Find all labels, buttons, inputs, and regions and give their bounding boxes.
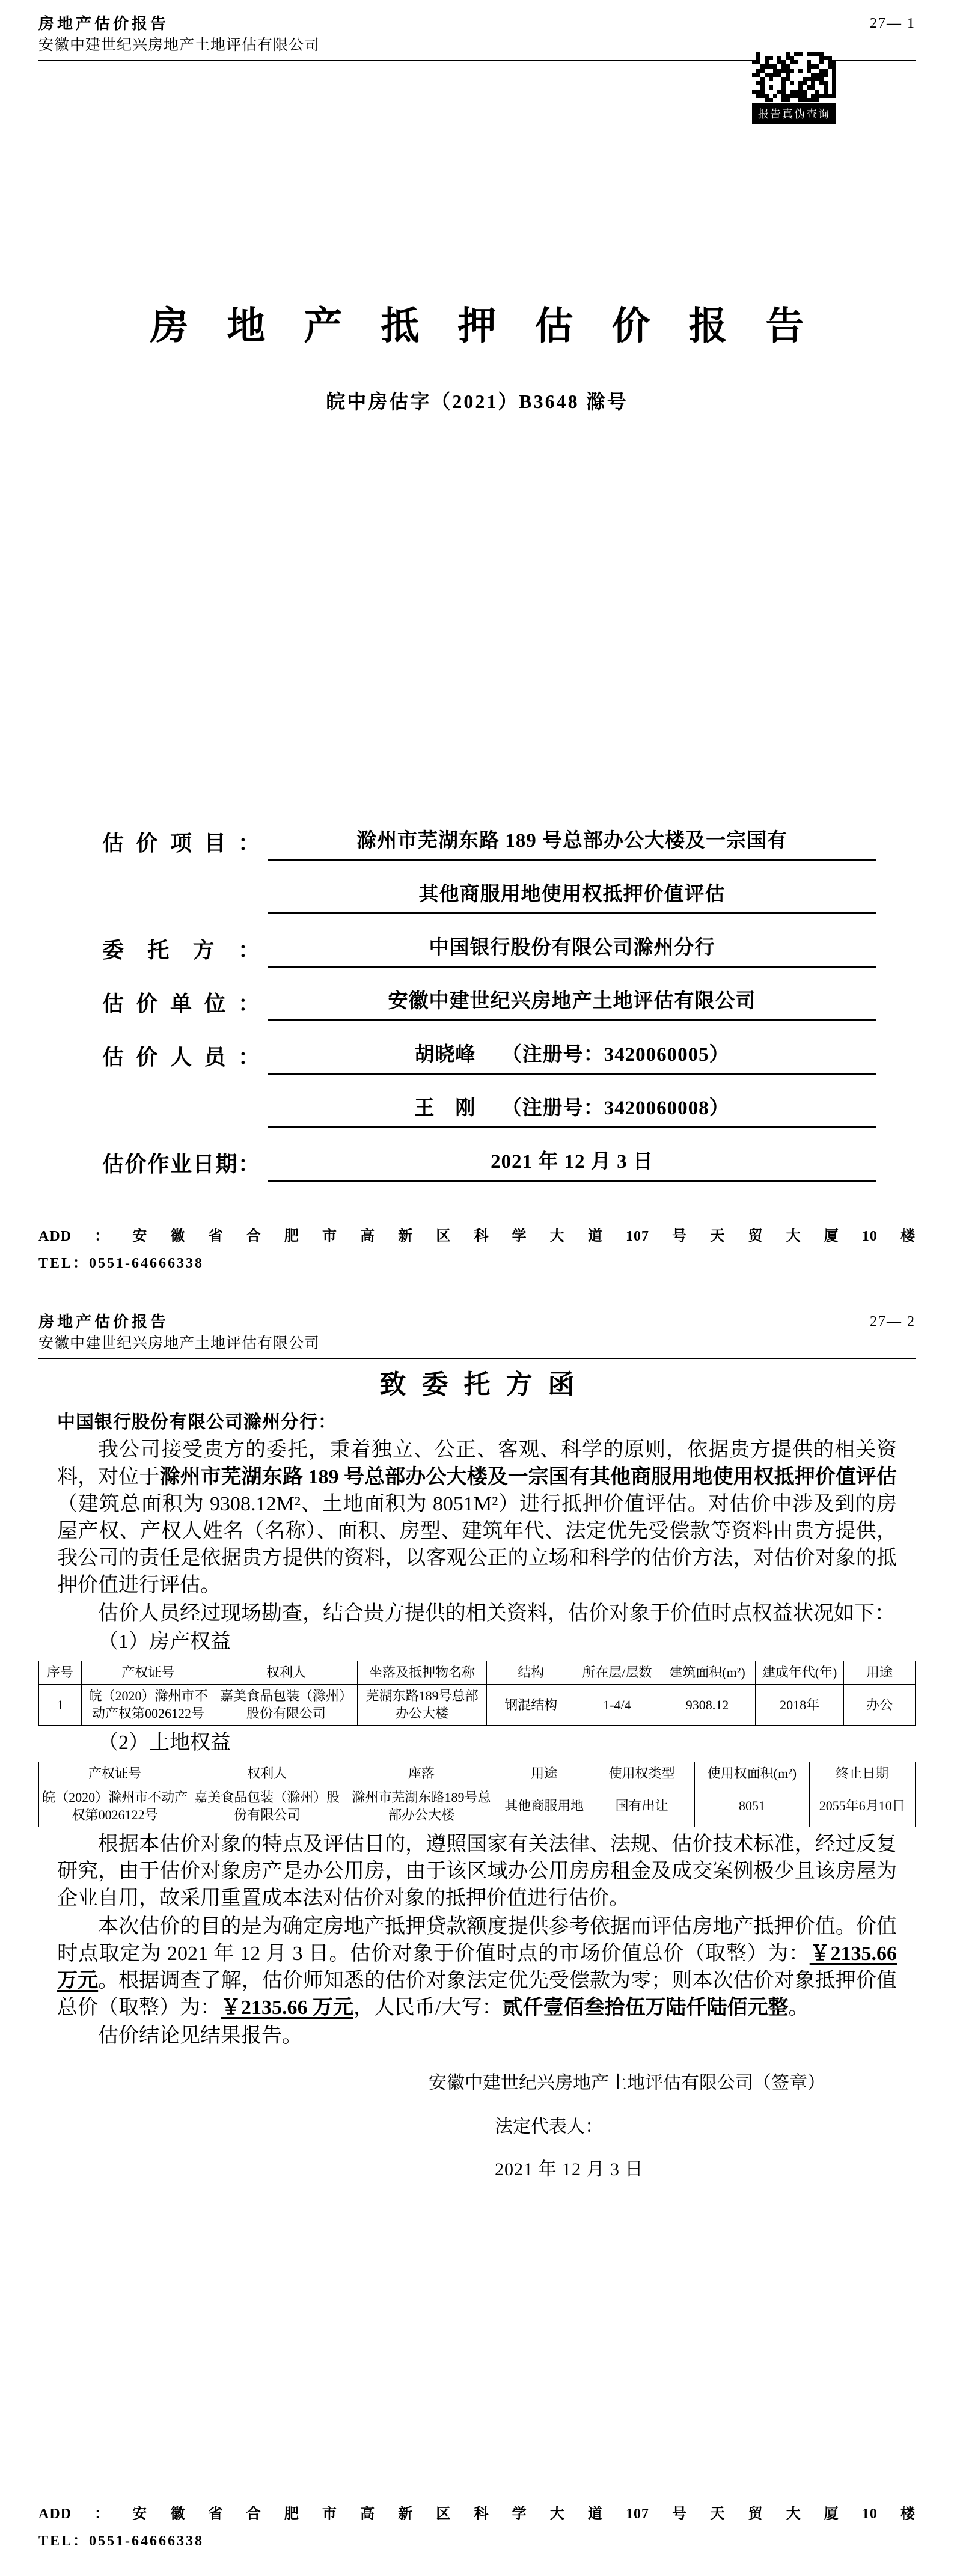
table-cell: 其他商服用地 — [500, 1786, 589, 1827]
field-label-agency: 估价单位： — [102, 992, 260, 1016]
text-run-bold: 滁州市芜湖东路 189 号总部办公大楼及一宗国有其他商服用地使用权抵押价值评估 — [159, 1465, 897, 1488]
page-footer — [38, 1224, 916, 1272]
text-run: 本次估价的目的是为确定房地产抵押贷款额度提供参考依据而评估房地产抵押价值。价值时点取定为 2021 年 12 月 3 日。估价对象于价值时点的市场价值总价（取整）为： — [57, 1915, 897, 1965]
mortgage-value: ￥2135.66 万元 — [221, 1997, 353, 2019]
field-label-project: 估价项目： — [102, 831, 260, 856]
table-header-cell: 权利人 — [191, 1762, 343, 1786]
table-header-cell: 建筑面积(m²) — [659, 1661, 755, 1685]
report-doc-number: 皖中房估字（2021）B3648 滁号 — [326, 391, 628, 413]
table-cell: 2018年 — [756, 1685, 844, 1726]
field-label-date: 估价作业日期： — [102, 1152, 260, 1177]
property-rights-table — [38, 1661, 916, 1726]
land-rights-table — [38, 1762, 916, 1827]
page-header-left — [38, 1313, 320, 1353]
field-label-blank — [102, 1125, 260, 1128]
table-header-cell: 所在层/层数 — [575, 1661, 659, 1685]
table-cell: 国有出让 — [589, 1786, 694, 1827]
table-cell: 9308.12 — [659, 1685, 755, 1726]
page-number: 27— 2 — [870, 1314, 916, 1329]
field-row-client — [102, 936, 876, 968]
section-title-property-rights: （1）房产权益 — [98, 1630, 231, 1653]
table-header-cell: 座落 — [343, 1762, 500, 1786]
qr-code — [752, 52, 836, 102]
table-header-cell: 终止日期 — [809, 1762, 915, 1786]
field-row-project-2 — [102, 882, 876, 914]
qr-block — [752, 52, 836, 124]
letter-paragraph-3: 根据本估价对象的特点及评估目的，遵照国家有关法律、法规、估价技术标准，经过反复研究，由于估价对象房产是办公用房，由于该区域办公用房房租金及成交案例极少且该房屋为企业自用，故采用重置成本法对估价对象的抵押价值进行估价。 — [57, 1833, 897, 1910]
table-cell: 8051 — [695, 1786, 809, 1827]
table-cell: 钢混结构 — [487, 1685, 575, 1726]
field-value-staff-1: 胡晓峰 （注册号：3420060005） — [268, 1043, 876, 1075]
table-header-cell: 用途 — [843, 1661, 915, 1685]
field-row-agency — [102, 989, 876, 1021]
page-2-letter — [0, 1298, 954, 2576]
table-cell: 芜湖东路189号总部办公大楼 — [357, 1685, 487, 1726]
header-company-name: 安徽中建世纪兴房地产土地评估有限公司 — [38, 37, 320, 53]
header-company-name: 安徽中建世纪兴房地产土地评估有限公司 — [38, 1335, 320, 1352]
footer-telephone: TEL：0551-64666338 — [38, 1256, 204, 1271]
amount-in-words: 贰仟壹佰叁拾伍万陆仟陆佰元整 — [502, 1997, 789, 2019]
table-row — [39, 1685, 916, 1726]
table-cell: 嘉美食品包装（滁州）股份有限公司 — [191, 1786, 343, 1827]
field-row-staff-1 — [102, 1043, 876, 1075]
field-value-agency: 安徽中建世纪兴房地产土地评估有限公司 — [268, 989, 876, 1021]
page-footer — [38, 2501, 916, 2550]
table-cell: 滁州市芜湖东路189号总部办公大楼 — [343, 1786, 500, 1827]
table-cell: 办公 — [843, 1685, 915, 1726]
field-value-client: 中国银行股份有限公司滁州分行 — [268, 936, 876, 968]
field-value-staff-2: 王 刚 （注册号：3420060008） — [268, 1096, 876, 1128]
page-number: 27— 1 — [870, 16, 916, 31]
text-run: 我公司接受贵方的委托，秉着独立、公正、客观、科学的原则，依据贵方提供的相关资料，对位于 — [57, 1438, 897, 1488]
signature-block — [429, 2071, 825, 2181]
letter-paragraph-2: 估价人员经过现场勘查，结合贵方提供的相关资料，估价对象于价值时点权益状况如下： — [98, 1602, 895, 1625]
letter-title: 致委托方函 — [379, 1369, 590, 1399]
text-run: ，人民币/大写： — [353, 1997, 503, 2019]
header-doc-type: 房地产估价报告 — [38, 15, 170, 32]
field-row-project — [102, 829, 876, 861]
table-header-row — [39, 1762, 916, 1786]
letter-paragraph-1 — [57, 1436, 897, 1599]
table-header-row — [39, 1661, 916, 1685]
letter-addressee: 中国银行股份有限公司滁州分行： — [57, 1412, 337, 1432]
text-run: （建筑总面积为 9308.12M²、土地面积为 8051M²）进行抵押价值评估。对估价中涉及到的房屋产权、产权人姓名（名称）、面积、房型、建筑年代、法定优先受偿款等资料由贵方提供，我公司的责任是依据贵方提供的资料，以客观公正的立场和科学的估价方法，对估价对象的抵押价值进行评估。 — [57, 1492, 897, 1596]
table-row — [39, 1786, 916, 1827]
page-header-left — [38, 14, 320, 55]
table-header-cell: 使用权类型 — [589, 1762, 694, 1786]
report-title: 房地产抵押估价报告 — [150, 304, 843, 347]
field-value-project-line1: 滁州市芜湖东路 189 号总部办公大楼及一宗国有 — [268, 829, 876, 861]
text-run: 。根据调查了解，估价师知悉的估价对象法定优先受偿款为零；则本次估价对象抵押价值总价（取整）为： — [57, 1970, 897, 2019]
table-header-cell: 坐落及抵押物名称 — [357, 1661, 487, 1685]
appraised-value-primary: ￥2135.66 万元 — [57, 1943, 897, 1992]
field-value-project-line2: 其他商服用地使用权抵押价值评估 — [268, 882, 876, 914]
table-cell: 2055年6月10日 — [809, 1786, 915, 1827]
page-header — [38, 1313, 916, 1359]
field-label-blank — [102, 911, 260, 914]
table-cell: 1-4/4 — [575, 1685, 659, 1726]
table-header-cell: 建成年代(年) — [756, 1661, 844, 1685]
table-cell: 1 — [39, 1685, 82, 1726]
table-header-cell: 权利人 — [215, 1661, 357, 1685]
field-label-client: 委托方： — [102, 938, 260, 963]
field-row-date — [102, 1150, 876, 1182]
table-header-cell: 序号 — [39, 1661, 82, 1685]
qr-label: 报告真伪查询 — [752, 103, 836, 124]
signature-company: 安徽中建世纪兴房地产土地评估有限公司（签章） — [429, 2073, 825, 2093]
table-header-cell: 产权证号 — [81, 1661, 215, 1685]
text-run: 。 — [788, 1997, 809, 2019]
signature-date: 2021 年 12 月 3 日 — [495, 2159, 644, 2180]
footer-telephone: TEL：0551-64666338 — [38, 2533, 204, 2549]
letter-paragraph-5: 估价结论见结果报告。 — [98, 2025, 302, 2048]
table-header-cell: 用途 — [500, 1762, 589, 1786]
field-value-date: 2021 年 12 月 3 日 — [268, 1150, 876, 1182]
header-doc-type: 房地产估价报告 — [38, 1313, 170, 1331]
table-cell: 嘉美食品包装（滁州）股份有限公司 — [215, 1685, 357, 1726]
signature-legal-representative: 法定代表人： — [495, 2117, 603, 2137]
table-header-cell: 结构 — [487, 1661, 575, 1685]
table-cell: 皖（2020）滁州市不动产权第0026122号 — [39, 1786, 191, 1827]
field-row-staff-2 — [102, 1096, 876, 1128]
footer-address: ADD：安徽省合肥市高新区科学大道107号天贸大厦10楼 — [38, 1228, 916, 1244]
table-header-cell: 产权证号 — [39, 1762, 191, 1786]
table-cell: 皖（2020）滁州市不动产权第0026122号 — [81, 1685, 215, 1726]
section-title-land-rights: （2）土地权益 — [98, 1732, 231, 1754]
letter-paragraph-4 — [57, 1913, 897, 2021]
field-label-staff: 估价人员： — [102, 1045, 260, 1070]
footer-address: ADD：安徽省合肥市高新区科学大道107号天贸大厦10楼 — [38, 2506, 916, 2522]
table-header-cell: 使用权面积(m²) — [695, 1762, 809, 1786]
cover-fields — [102, 829, 876, 1182]
